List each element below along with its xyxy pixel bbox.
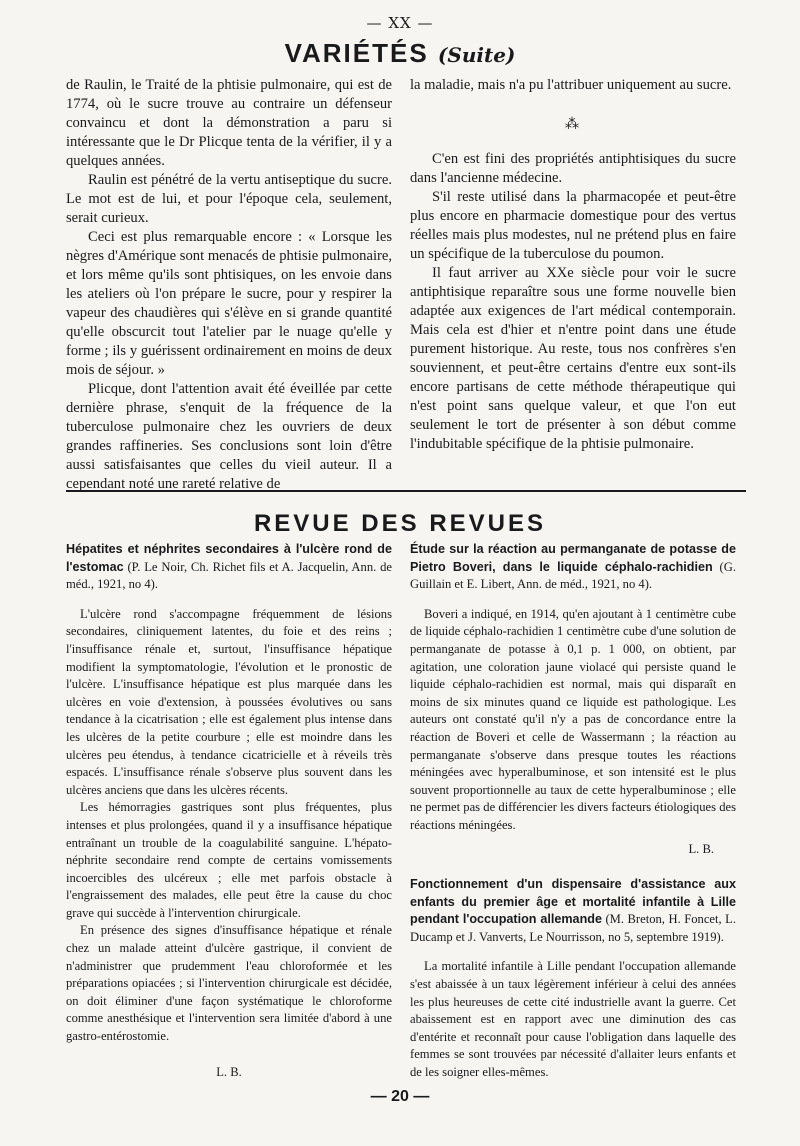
revue-right-column [410, 541, 736, 1082]
varietes-paragraph: Raulin est pénétré de la vertu antiseptique du sucre. Le mot est de lui, et pour l'époque cela, seulement, serait curieux. [66, 172, 392, 226]
section-title-varietes [0, 38, 800, 69]
varietes-paragraph: S'il reste utilisé dans la pharmacopée et peut-être plus encore en pharmacie domestique pour des vertus réelles mais plus modestes, nul ne prétend plus en faire un spécifique de la tuberculose du poumon. [410, 189, 736, 262]
article-citation: (M. Breton, H. Foncet, L. Ducamp et J. Vanverts, Le Nourrisson, no 5, septembre 1919). [410, 912, 736, 944]
article-paragraph: Boveri a indiqué, en 1914, qu'en ajoutant à 1 centimètre cube de liquide céphalo-rachidien 1 centimètre cube d'une solution de permanganate de potasse à 0,1 p. 1 000, on obtient, par agitation, une coloration jaune violacé qui persiste quand le liquide céphalo-rachidien est normal, mais qui disparaît en moins de six minutes quand ce liquide est pathologique. Les auteurs ont constaté qu'il n'y a pas de concordance entre la réaction de Boveri et celle de Wassermann ; la réaction au permanganate s'observe dans presque toutes les réactions méningées avec hyperalbuminose, et son intensité est le plus souvent proportionnelle au taux de cette hyperalbuminose ; elle ne permet pas de différencier les divers facteurs étiologiques des réactions méningées. [410, 606, 736, 832]
varietes-left-column [66, 76, 392, 494]
article-signature: L. B. [688, 841, 714, 856]
varietes-paragraph: Plicque, dont l'attention avait été éveillée par cette dernière phrase, s'enquit de la fréquence de la tuberculose pulmonaire chez les ouvriers de deux grandes raffineries. Ses conclusions sont loin d'être aussi satisfaisantes que celles du vieil auteur. Il a cependant noté une rareté relative de [66, 381, 392, 492]
fleuron-ornament: ⁂ [564, 116, 582, 132]
article-title: Hépatites et néphrites secondaires à l'ulcère rond de l'estomac [66, 542, 392, 574]
varietes-paragraph: Ceci est plus remarquable encore : « Lorsque les nègres d'Amérique sont menacés de phtisie pulmonaire, et lors même qu'ils sont phtisiques, on les envoie dans les ateliers où l'on prépare le sucre, pour y respirer la vapeur des chaudières qui s'élève en si grande quantité qu'elle obscurcit tout l'atelier par le nuage qu'elle y forme ; ils y guérissent ordinairement en moins de deux mois de séjour. » [66, 229, 392, 378]
varietes-paragraph: C'en est fini des propriétés antiphtisiques du sucre dans l'ancienne médecine. [410, 151, 736, 186]
revue-left-column [66, 541, 392, 1081]
varietes-right-column [410, 76, 736, 454]
varietes-title-text: VARIÉTÉS [284, 38, 429, 68]
varietes-paragraph: de Raulin, le Traité de la phtisie pulmonaire, qui est de 1774, où le sucre trouve au contraire un défenseur convaincu et dont la démonstration a paru si intéressante que le Dr Plicque tenta de la vérifier, il y a quelques années. [66, 77, 392, 169]
article-citation: (G. Guillain et E. Libert, Ann. de méd., 1921, no 4). [410, 559, 736, 592]
running-page-number: — XX — [366, 14, 434, 32]
article-paragraph: Les hémorragies gastriques sont plus fréquentes, plus intenses et plus prolongées, quand il y a insuffisance hépatique entraînant un trouble de la coagulabilité sanguine. L'hépato-néphrite secondaire rend compte de certains vomissements incoercibles des ulcéreux ; elle met parfois obstacle à l'engraissement des malades, elle peut être la cause du choc grave qui succède à l'intervention chirurgicale. [66, 800, 392, 920]
article-header [66, 541, 392, 594]
article-paragraph: En présence des signes d'insuffisance hépatique et rénale chez un malade atteint d'ulcère gastrique, il convient de n'administrer que prudemment l'eau chloroformée et les préparations opiacées ; si l'intervention chirurgicale est décidée, on doit éliminer d'une façon systématique le chloroforme comme anesthésique et l'intervention sera limitée d'abord à une gastro-entérostomie. [66, 923, 392, 1044]
article-signature: L. B. [216, 1064, 242, 1079]
article-paragraph: La mortalité infantile à Lille pendant l'occupation allemande s'est abaissée à un taux légèrement inférieur à celui des années les plus heureuses de cette cité industrielle avant la guerre. Cet abaissement est en rapport avec une diminution des cas d'entérite et reconnaît pour cause l'obligation dans laquelle des femmes se sont trouvées par nécessité d'allaiter leurs enfants et de les soigner elles-mêmes. [410, 959, 736, 1080]
footer-page-number: — 20 — [370, 1088, 430, 1105]
article-title: Fonctionnement d'un dispensaire d'assistance aux enfants du premier âge et mortalité infantile à Lille pendant l'occupation allemande [410, 877, 736, 927]
section-divider [66, 490, 746, 492]
article-title: Étude sur la réaction au permanganate de potasse de Pietro Boveri, dans le liquide céphalo-rachidien [410, 542, 736, 574]
article-citation: (P. Le Noir, Ch. Richet fils et A. Jacquelin, Ann. de méd., 1921, no 4). [66, 559, 392, 592]
article-header [410, 541, 736, 594]
article-header [410, 876, 736, 946]
varietes-title-suffix: (Suite) [437, 43, 516, 67]
section-title-revue: REVUE DES REVUES [253, 510, 547, 537]
varietes-paragraph: Il faut arriver au XXe siècle pour voir le sucre antiphtisique reparaître sous une forme nouvelle bien adaptée aux exigences de l'art médical contemporain. Mais cela est d'hier et n'entre point dans une étude purement historique. Au reste, tous nos confrères s'en souviennent, et peut-être certains d'entre eux sont-ils encore partisans de cette méthode thérapeutique qui n'est point sans quelque valeur, et que l'on eut seulement le tort de présenter à son début comme l'indubitable spécifique de la phtisie pulmonaire. [410, 265, 736, 452]
article-paragraph: L'ulcère rond s'accompagne fréquemment de lésions secondaires, cliniquement latentes, du foie et des reins ; l'insuffisance rénale et, surtout, l'insuffisance hépatique modifient la symptomatologie, l'évolution et le pronostic de l'ulcère. L'insuffisance hépatique est plus marquée dans les ulcères en voie d'extension, à poussées évolutives ou sans tendance à la cicatrisation ; elle est également plus intense dans les ulcères de la petite courbure ; elle est moindre dans les ulcères peu étendus, à tendance cicatricielle et à réveils très espacés. L'insuffisance rénale s'observe plus souvent dans les ulcères anciens que dans les ulcères récents. [66, 606, 392, 797]
varietes-paragraph: la maladie, mais n'a pu l'attribuer uniquement au sucre. [410, 77, 732, 93]
